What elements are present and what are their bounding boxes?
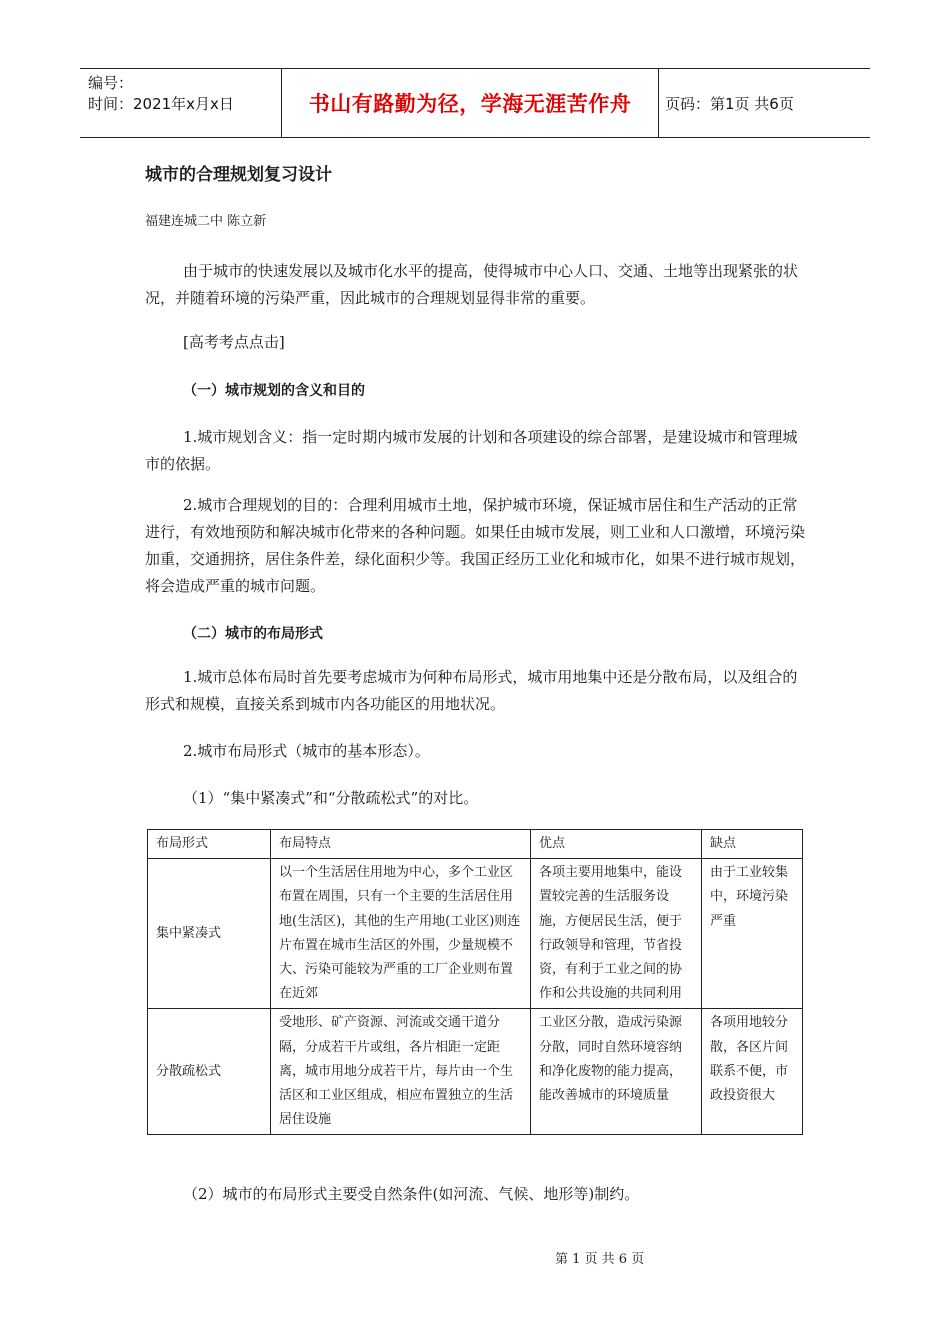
table-header-cell: 布局形式 <box>148 830 271 859</box>
paragraph-1: 1.城市规划含义：指一定时期内城市发展的计划和各项建设的综合部署，是建设城市和管理城市的依据。 <box>145 428 798 473</box>
table-header-cell: 缺点 <box>702 830 803 859</box>
table-cell-feature: 以一个生活居住用地为中心，多个工业区布置在周围，只有一个主要的生活居住用地(生活区)，其他的生产用地(工业区)则连片布置在城市生活区的外围，少量规模不大、污染可能较为严重的工厂企业则布置在近郊 <box>271 859 531 1009</box>
table-cell-feature: 受地形、矿产资源、河流或交通干道分隔，分成若干片或组，各片相距一定距离，城市用地分成若干片，每片由一个生活区和工业区组成，相应布置独立的生活居住设施 <box>271 1009 531 1135</box>
header-slogan-cell <box>281 69 659 137</box>
page-header <box>80 68 870 138</box>
table-header-row <box>148 830 803 859</box>
table-row <box>148 1009 803 1135</box>
heading-1: （一）城市规划的含义和目的 <box>183 383 365 399</box>
table-cell-form: 分散疏松式 <box>148 1009 271 1135</box>
page-footer: 第 1 页 共 6 页 <box>555 1252 645 1267</box>
table-row <box>148 859 803 1009</box>
layout-comparison-table <box>147 829 803 1135</box>
table-cell-form: 集中紧凑式 <box>148 859 271 1009</box>
paragraph-2: 2.城市合理规划的目的：合理利用城市土地，保护城市环境，保证城市居住和生产活动的正常进行，有效地预防和解决城市化带来的各种问题。如果任由城市发展，则工业和人口激增，环境污染加重，交通拥挤，居住条件差，绿化面积少等。我国正经历工业化和城市化，如果不进行城市规划，将会造成严重的城市问题。 <box>145 496 806 595</box>
header-page-number: 页码：第1页 共6页 <box>665 94 794 113</box>
table-cell-pros: 各项主要用地集中，能设置较完善的生活服务设施，方便居民生活，便于行政领导和管理，节省投资，有利于工业之间的协作和公共设施的共同利用 <box>531 859 702 1009</box>
document-author: 福建连城二中 陈立新 <box>145 214 267 229</box>
header-slogan: 书山有路勤为径，学海无涯苦作舟 <box>308 92 632 116</box>
document-title: 城市的合理规划复习设计 <box>145 165 332 185</box>
header-meta <box>88 73 234 115</box>
section-tag: [高考考点点击] <box>183 333 285 351</box>
heading-2: （二）城市的布局形式 <box>183 626 323 642</box>
table-cell-pros: 工业区分散，造成污染源分散，同时自然环境容纳和净化废物的能力提高，能改善城市的环境质量 <box>531 1009 702 1135</box>
header-time: 时间：2021年x月x日 <box>88 95 234 113</box>
paragraph-3: 1.城市总体布局时首先要考虑城市为何种布局形式，城市用地集中还是分散布局，以及组合的形式和规模，直接关系到城市内各功能区的用地状况。 <box>145 668 798 713</box>
paragraph-6: （2）城市的布局形式主要受自然条件(如河流、气候、地形等)制约。 <box>183 1185 640 1203</box>
table-header-cell: 优点 <box>531 830 702 859</box>
paragraph-5: （1）“集中紧凑式”和“分散疏松式”的对比。 <box>183 789 479 807</box>
table-header-cell: 布局特点 <box>271 830 531 859</box>
header-number: 编号： <box>88 74 134 92</box>
table-cell-cons: 各项用地较分散，各区片间联系不便，市政投资很大 <box>702 1009 803 1135</box>
intro-paragraph: 由于城市的快速发展以及城市化水平的提高，使得城市中心人口、交通、土地等出现紧张的状况，并随着环境的污染严重，因此城市的合理规划显得非常的重要。 <box>145 262 799 307</box>
table-cell-cons: 由于工业较集中，环境污染严重 <box>702 859 803 1009</box>
paragraph-4: 2.城市布局形式（城市的基本形态）。 <box>183 742 430 760</box>
